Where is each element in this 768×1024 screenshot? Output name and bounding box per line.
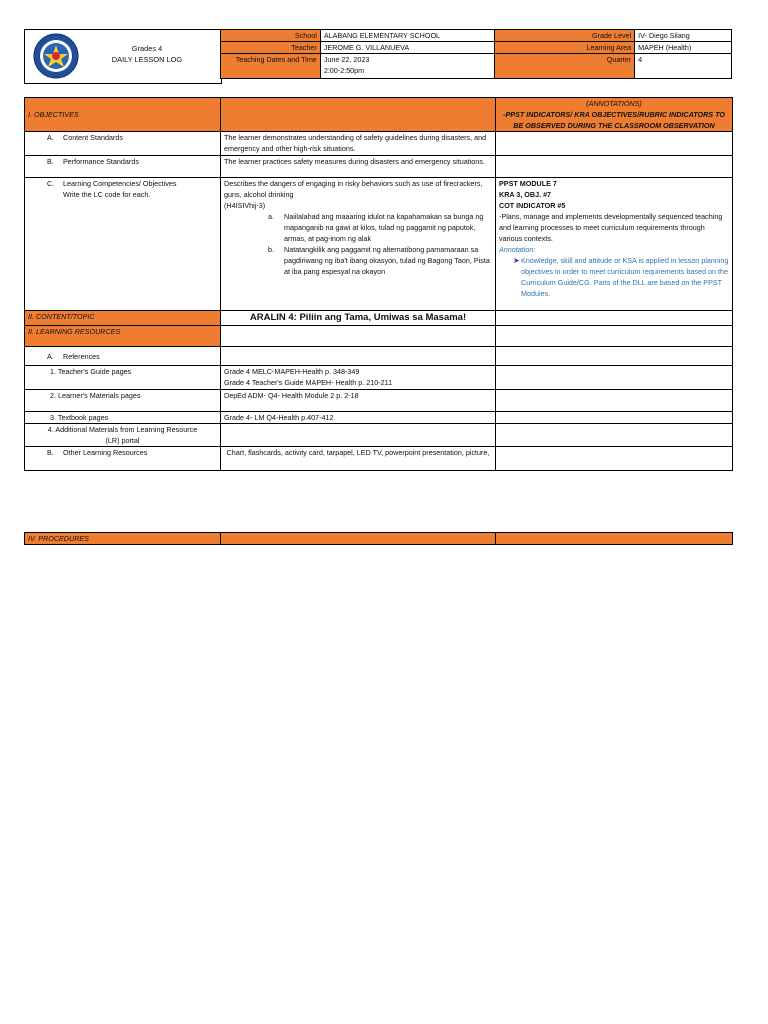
date-value: June 22, 2023 [323,55,370,64]
header [24,29,732,83]
lesson-title: ARALIN 4: Piliin ang Tama, Umiwas sa Masama! [221,311,496,326]
learners-materials-label: 2. Learner's Materials pages [25,390,221,412]
sub-objective-b-text: Natatangkilik ang paggamit ng alternatibong pamamaraan sa pagdiriwang ng iba't ibang okasyon, tulad ng Bagong Taon, Pista at iba pang espesyal na okayon [284,245,490,276]
lr-portal-value [221,424,496,447]
dates-label: Teaching Dates and Time [221,54,321,79]
list-marker: A. [47,351,54,361]
sub-objective-b [224,244,492,277]
ppst-annotation-cell [496,178,733,311]
header-info-table [220,29,732,79]
header-logo-box [24,29,222,84]
quarter-label: Quarter [495,54,635,79]
teachers-guide-value [221,366,496,390]
competencies-cell [221,178,496,311]
learners-materials-value: DepEd ADM- Q4- Health Module 2 p. 2-18 [221,390,496,412]
other-resources-annotation [496,447,733,471]
dates-value [320,54,495,79]
annotation-text: Knowledge, skill and attitude or KSA is applied in lesson planning objectives in order to meet curriculum requirements based on the Curriculum Guide/CG. Parts of the DLL are based on the PPST Modules. [521,256,729,298]
textbook-label: 3. Textbook pages [25,412,221,424]
references-label-cell [25,347,221,366]
procedures-annotation [496,533,733,545]
teachers-guide-label: 1. Teacher's Guide pages [25,366,221,390]
arrow-bullet-icon: ➤ [513,256,520,265]
list-marker: B. [47,157,54,166]
competencies-label-note: Write the LC code for each. [63,190,151,199]
lesson-log-table [24,97,733,471]
annotation-label: Annotation: [499,245,536,254]
references-blank [221,347,496,366]
learners-materials-annotation [496,390,733,412]
lr-portal-label: 4. Additional Materials from Learning Resource (LR) portal [25,424,221,447]
competencies-label: Learning Competencies/ Objectives [63,179,177,188]
references-annotation [496,347,733,366]
sub-objective-a [224,211,492,244]
header-title [87,43,207,65]
grade-text: Grades 4 [131,44,163,53]
procedures-table [24,532,733,545]
log-title: DAILY LESSON LOG [111,55,183,64]
performance-standards-label: Performance Standards [63,157,139,166]
lr-portal-annotation [496,424,733,447]
ppst-cot: COT INDICATOR #5 [499,201,566,210]
ppst-description: -Plans, manage and implements developmentally sequenced teaching and learning processes to meet curriculum requirements through various contexts. [499,212,723,243]
performance-standards-label-cell [25,156,221,178]
sub-objectives-list [224,211,492,277]
annotations-subtitle: -PPST INDICATORS/ KRA OBJECTIVES/RUBRIC INDICATORS TO BE OBSERVED DURING THE CLASSROOM OBSERVATION [503,110,725,130]
teacher-label: Teacher [221,42,321,54]
competencies-code: (H4ISIVhij-3) [224,201,266,210]
teachers-guide-annotation [496,366,733,390]
teacher-value: JEROME G. VILLANUEVA [320,42,495,54]
annotation-item [499,255,729,299]
objectives-header-blank [221,98,496,132]
content-standards-label: Content Standards [63,133,123,142]
teachers-guide-line-1: Grade 4 MELC-MAPEH-Health p. 348-349 [224,367,360,376]
content-section-label: II. CONTENT/TOPIC [25,311,221,326]
learning-area-label: Learning Area [495,42,635,54]
content-standards-text: The learner demonstrates understanding of safety guidelines during disasters, and emergency and other high-risk situations. [221,132,496,156]
textbook-value: Grade 4- LM Q4-Health p.407-412 [221,412,496,424]
content-standards-label-cell [25,132,221,156]
grade-level-label: Grade Level [495,30,635,42]
other-resources-value: Chart, flashcards, activity card, tarpapel, LED TV, powerpoint presentation, picture, [221,447,496,471]
textbook-annotation [496,412,733,424]
resources-section-label: II. LEARNING RESOURCES [25,326,221,347]
grade-level-value: IV- Diego Silang [635,30,732,42]
time-value: 2:00-2:50pm [323,66,365,75]
competencies-label-cell [25,178,221,311]
competencies-text: Describes the dangers of engaging in risky behaviors such as use of firecrackers, guns, alcohol drinking [224,179,483,199]
list-marker: C. [47,179,55,188]
performance-standards-annotation [496,156,733,178]
teachers-guide-line-2: Grade 4 Teacher's Guide MAPEH- Health p. 210-211 [224,378,393,387]
school-label: School [221,30,321,42]
list-marker: B. [47,448,54,457]
performance-standards-text: The learner practices safety measures during disasters and emergency situations. [221,156,496,178]
list-marker: b. [268,245,274,254]
other-resources-label: Other Learning Resources [63,448,148,457]
procedures-blank [221,533,496,545]
deped-seal-icon [33,33,79,79]
annotations-header [496,98,733,132]
learning-area-value: MAPEH (Health) [635,42,732,54]
references-label: References [63,351,100,361]
content-annotation [496,311,733,326]
objectives-section-label: I. OBJECTIVES [25,98,221,132]
resources-blank [221,326,496,347]
annotations-title: (ANNOTATIONS) [586,99,642,108]
sub-objective-a-text: Naiilalahad ang maaaring idulot na kapahamakan sa bunga ng mapanganib na gawi at kilos, tulad ng paggamit ng paputok, armas, at pag-inom ng alak [284,212,484,243]
ppst-module: PPST MODULE 7 [499,179,557,188]
quarter-value: 4 [635,54,732,79]
resources-annotation [496,326,733,347]
list-marker: A. [47,133,54,142]
content-standards-annotation [496,132,733,156]
list-marker: a. [268,212,274,221]
ppst-kra: KRA 3, OBJ. #7 [499,190,552,199]
other-resources-label-cell [25,447,221,471]
school-value: ALABANG ELEMENTARY SCHOOL [320,30,495,42]
procedures-section-label: IV. PROCEDURES [25,533,221,545]
